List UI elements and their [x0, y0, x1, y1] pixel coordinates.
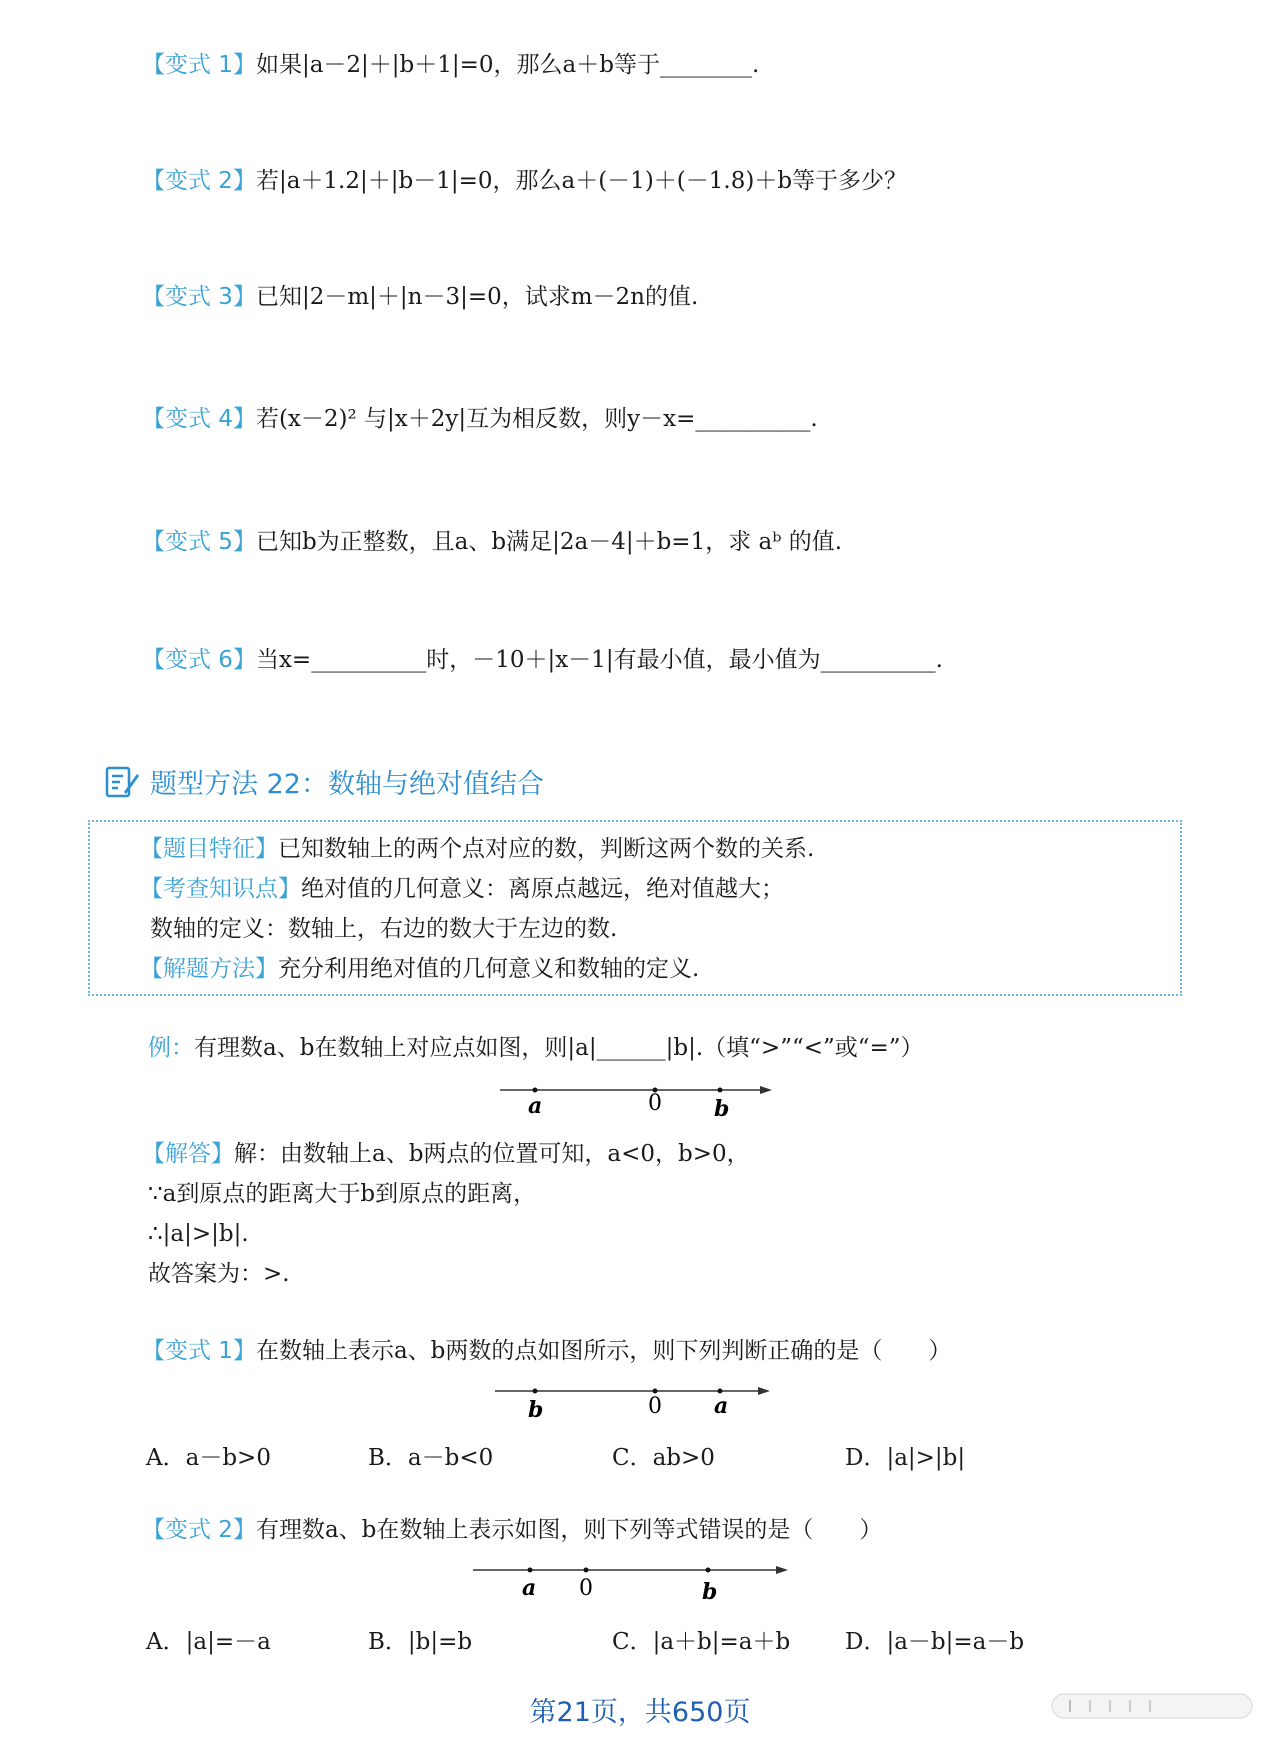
- box-text: 已知数轴上的两个点对应的数，判断这两个数的关系.: [278, 836, 815, 862]
- variant-text: 已知b为正整数，且a、b满足|2a－4|＋b=1，求 aᵇ 的值.: [255, 529, 843, 555]
- scroll-handle-icon[interactable]: [1050, 1692, 1260, 1722]
- variant-text: 已知|2－m|＋|n－3|=0，试求m－2n的值.: [255, 284, 699, 310]
- b2-option-b[interactable]: B．|b|=b: [368, 1629, 473, 1655]
- variant-tag: 【变式 3】: [142, 284, 256, 310]
- variant-a5: [142, 527, 842, 557]
- solution-text: 解：由数轴上a、b两点的位置可知，a<0，b>0，: [234, 1141, 750, 1167]
- variant-text: 若|a＋1.2|＋|b－1|=0，那么a＋(－1)＋(－1.8)＋b等于多少？: [255, 168, 908, 194]
- solution-line-2: [148, 1179, 536, 1209]
- b1-option-d[interactable]: D．|a|>|b|: [845, 1445, 966, 1471]
- point-b-label: b: [528, 1397, 544, 1423]
- variant-a4: [142, 404, 818, 434]
- variant-a3: [142, 282, 698, 312]
- point-b-label: b: [702, 1579, 718, 1602]
- variant-a2: [142, 166, 907, 196]
- point-a-label: a: [714, 1393, 729, 1419]
- box-text: 数轴的定义：数轴上，右边的数大于左边的数.: [150, 916, 618, 942]
- b2-option-a[interactable]: A．|a|=－a: [146, 1629, 271, 1655]
- b2-option-d[interactable]: D．|a－b|=a－b: [845, 1629, 1025, 1655]
- variant-tag: 【变式 6】: [142, 647, 256, 673]
- variant-tag: 【变式 4】: [142, 406, 256, 432]
- origin-label: 0: [579, 1576, 593, 1601]
- example-line: [148, 1033, 924, 1063]
- box-line-method: [140, 954, 699, 984]
- variant-b2: [142, 1515, 882, 1545]
- box-line-knowledge: [140, 874, 784, 904]
- section-title-text: 题型方法 22：数轴与绝对值结合: [150, 769, 544, 800]
- b2-number-line: [468, 1552, 798, 1602]
- variant-tag: 【变式 1】: [142, 1338, 256, 1364]
- box-tag: 【题目特征】: [140, 836, 278, 862]
- origin-label: 0: [648, 1394, 662, 1419]
- section-title: [104, 762, 544, 801]
- variant-text: 有理数a、b在数轴上表示如图，则下列等式错误的是（ ）: [255, 1517, 883, 1543]
- variant-tag: 【变式 1】: [142, 52, 256, 78]
- variant-text: 当x=__________时，－10＋|x－1|有最小值，最小值为__________.: [255, 647, 943, 673]
- solution-text: ∵a到原点的距离大于b到原点的距离，: [148, 1181, 537, 1207]
- solution-text: ∴|a|>|b|.: [148, 1221, 249, 1247]
- page-number: 第21页，共650页: [529, 1697, 751, 1728]
- b1-number-line: [490, 1373, 780, 1423]
- variant-text: 在数轴上表示a、b两数的点如图所示，则下列判断正确的是（ ）: [255, 1338, 952, 1364]
- b1-option-b[interactable]: B．a－b<0: [368, 1445, 494, 1471]
- box-tag: 【考查知识点】: [140, 876, 301, 902]
- solution-text: 故答案为：>.: [148, 1261, 290, 1287]
- solution-tag: 【解答】: [142, 1141, 234, 1167]
- box-text: 充分利用绝对值的几何意义和数轴的定义.: [278, 956, 700, 982]
- variant-text: 如果|a－2|＋|b＋1|=0，那么a＋b等于________.: [255, 52, 760, 78]
- b1-option-a[interactable]: A．a－b>0: [146, 1445, 271, 1471]
- box-text: 绝对值的几何意义：离原点越远，绝对值越大；: [301, 876, 784, 902]
- variant-a6: [142, 645, 943, 675]
- example-tag: 例：: [148, 1035, 194, 1061]
- b2-option-c[interactable]: C．|a＋b|=a＋b: [612, 1629, 791, 1655]
- point-a-label: a: [522, 1575, 537, 1601]
- variant-tag: 【变式 2】: [142, 168, 256, 194]
- box-line-feature: [140, 834, 814, 864]
- example-number-line: [490, 1070, 780, 1120]
- box-line-definition: [150, 914, 617, 944]
- variant-text: 若(x－2)² 与|x＋2y|互为相反数，则y－x=__________.: [255, 406, 818, 432]
- b1-option-c[interactable]: C．ab>0: [612, 1445, 715, 1471]
- example-text: 有理数a、b在数轴上对应点如图，则|a|______|b|.（填“>”“<”或“=”）: [194, 1035, 924, 1061]
- solution-line-4: [148, 1259, 290, 1289]
- variant-b1: [142, 1336, 951, 1366]
- notepad-pen-icon: [104, 764, 140, 800]
- variant-a1: [142, 50, 759, 80]
- box-tag: 【解题方法】: [140, 956, 278, 982]
- point-b-label: b: [714, 1096, 730, 1120]
- variant-tag: 【变式 5】: [142, 529, 256, 555]
- solution-line-3: [148, 1219, 249, 1249]
- solution-line-1: [142, 1139, 750, 1169]
- point-a-label: a: [528, 1093, 543, 1119]
- method-box: [88, 820, 1182, 996]
- variant-tag: 【变式 2】: [142, 1517, 256, 1543]
- origin-label: 0: [648, 1091, 662, 1116]
